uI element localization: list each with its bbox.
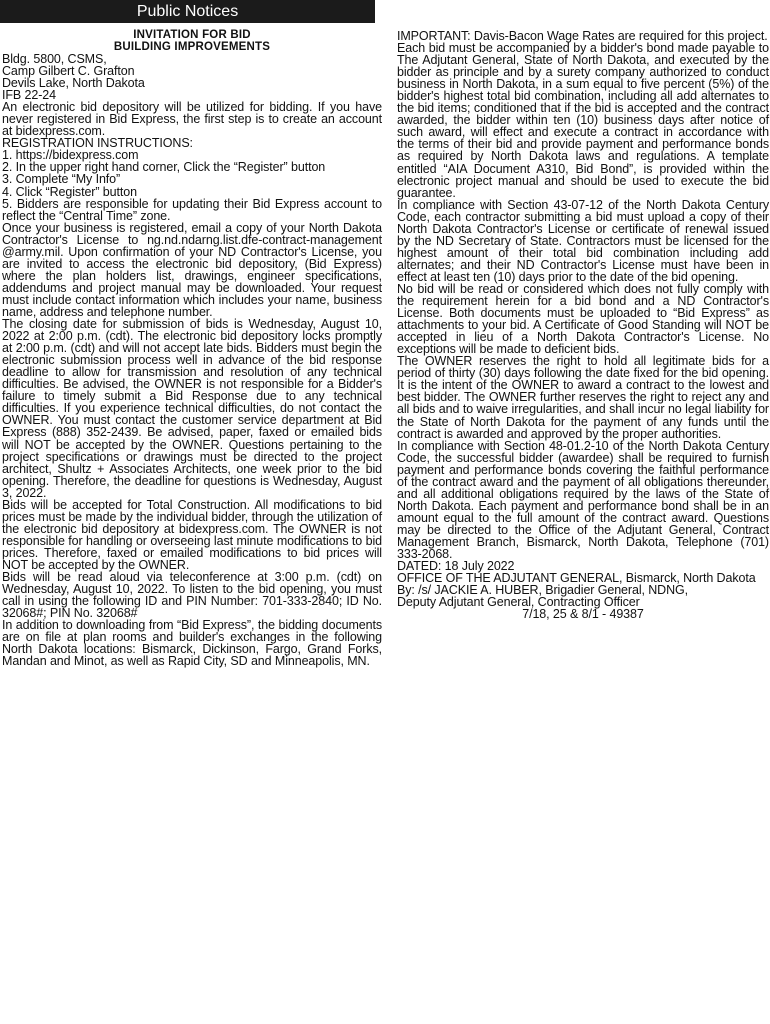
paragraph: Bids will be read aloud via teleconference at 3:00 p.m. (cdt) on Wednesday, August 10, 2022. To listen to the bid opening, you must call in using the following ID and PIN Number: 701-333-2840; ID No. 32068#; PIN No. 32068# (2, 570, 382, 621)
paragraph: An electronic bid depository will be utilized for bidding. If you have never registered in Bid Express, the first step is to create an account at bidexpress.com. (2, 100, 382, 139)
paragraph: 4. Click “Register” button (2, 184, 137, 199)
paragraph: In addition to downloading from “Bid Express”, the bidding documents are on file at plan rooms and builder's exchanges in the following North Dakota locations: Bismarck, Dickinson, Fargo, Grand Forks, Mandan and Minot, as well as Rapid City, SD and Minneapolis, MN. (2, 618, 382, 669)
notice-title: INVITATION FOR BID (133, 29, 251, 41)
paragraph: Bldg. 5800, CSMS, (2, 52, 107, 66)
paragraph: DATED: 18 July 2022 (397, 559, 515, 574)
paragraph: By: /s/ JACKIE A. HUBER, Brigadier General, NDNG, (397, 583, 689, 598)
section-header: Public Notices (0, 0, 375, 23)
paragraph: Once your business is registered, email a copy of your North Dakota Contractor's License to ng.nd.ndarng.list.dfe-contract-management @army.mil. Upon confirmation of your ND Contractor's License, you are invited to access the electronic bid depository, (Bid Express) where the plan holders list, drawings, engineer specifications, addendums and project manual may be downloaded. Your request must include contact information which includes your name, business name, address and telephone number. (2, 220, 382, 319)
paragraph: Deputy Adjutant General, Contracting Officer (397, 595, 640, 610)
paragraph: Devils Lake, North Dakota (2, 76, 145, 91)
paragraph: Each bid must be accompanied by a bidder's bond made payable to The Adjutant General, State of North Dakota, and executed by the bidder as principle and by a surety company authorized to conduct business in North Dakota, in a sum equal to five percent (5%) of the bidder's highest total bid combination, including all add alternates to the bid items; conditioned that if the bid is accepted and the contract awarded, the bidder within ten (10) business days after notice of such award, will effect and execute a contract in accordance with the terms of their bid and provide payment and performance bonds as required by North Dakota laws and regulations. A template entitled “AIA Document A310, Bid Bond”, is provided within the electronic project manual and should be used to execute the bid guarantee. (397, 41, 769, 200)
paragraph: IFB 22-24 (2, 88, 56, 103)
paragraph: The OWNER reserves the right to hold all legitimate bids for a period of thirty (30) days following the date fixed for the bid opening. It is the intent of the OWNER to award a contract to the lowest and best bidder. The OWNER further reserves the right to reject any and all bids and to waive irregularities, and shall incur no legal liability for the State of North Dakota for the payment of any funds until the contract is awarded and approved by the proper authorities. (397, 354, 769, 441)
paragraph: OFFICE OF THE ADJUTANT GENERAL, Bismarck, North Dakota (397, 571, 756, 586)
notice-footer: 7/18, 25 & 8/1 - 49387 (522, 607, 644, 622)
notice-subtitle: BUILDING IMPROVEMENTS (113, 40, 271, 53)
paragraph: 1. https://bidexpress.com (2, 148, 139, 163)
paragraph: No bid will be read or considered which does not fully comply with the requirement herein for a bid bond and a ND Contractor's License. Both documents must be uploaded to “Bid Express” as attachments to your bid. A Certificate of Good Standing will NOT be accepted in lieu of a North Dakota Contractor's License. No exceptions will be made to deficient bids. (397, 281, 769, 357)
paragraph: Bids will be accepted for Total Construction. All modifications to bid prices must be made by the individual bidder, through the utilization of the electronic bid depository at bidexpress.com. The OWNER is not responsible for handling or overseeing last minute modifications to bid prices. Therefore, faxed or emailed modifications to bid prices will NOT be accepted by the OWNER. (2, 497, 382, 572)
paragraph: REGISTRATION INSTRUCTIONS: (2, 136, 193, 151)
paragraph: In compliance with Section 43-07-12 of the North Dakota Century Code, each contractor submitting a bid must upload a copy of their North Dakota Contractor's License or certificate of renewal issued by the ND Secretary of State. Contractors must be licensed for the highest amount of their total bid combination including add alternates; and their ND Contractor's License must have been in effect at least ten (10) days prior to the date of the bid opening. (397, 197, 769, 284)
paragraph: Camp Gilbert C. Grafton (2, 64, 135, 79)
paragraph: 3. Complete “My Info” (2, 172, 121, 187)
paragraph: 5. Bidders are responsible for updating their Bid Express account to reflect the “Central Time” zone. (2, 196, 382, 223)
paragraph: IMPORTANT: Davis-Bacon Wage Rates are required for this project. (397, 29, 768, 43)
paragraph: 2. In the upper right hand corner, Click the “Register” button (2, 160, 326, 175)
right-column (397, 30, 769, 620)
left-column (2, 30, 382, 667)
paragraph: In compliance with Section 48-01.2-10 of the North Dakota Century Code, the successful bidder (awardee) shall be required to furnish payment and performance bonds covering the faithful performance of the contract award and the payment of all obligations thereunder, and all additional obligations required by the laws of the State of North Dakota. Each payment and performance bond shall be in an amount equal to the full amount of the contract award. Questions may be directed to the Office of the Adjutant General, Contract Management Branch, Bismarck, North Dakota, Telephone (701) 333-2068. (397, 438, 769, 562)
paragraph: The closing date for submission of bids is Wednesday, August 10, 2022 at 2:00 p.m. (cdt). The electronic bid depository locks promptly at 2:00 p.m. (cdt) and will not accept late bids. Bidders must begin the electronic submission process well in advance of the bid response deadline to allow for transmission and resolution of any technical difficulties. Be advised, the OWNER is not responsible for a Bidder's failure to timely submit a Bid Response due to any technical difficulties. If you experience technical difficulties, do not contact the OWNER. You must contact the customer service department at Bid Express (888) 352-2439. Be advised, paper, faxed or emailed bids will NOT be accepted by the OWNER. Questions pertaining to the project specifications or drawings must be directed to the project architect, Shultz + Associates Architects, one week prior to the bid opening. Therefore, the deadline for questions is Wednesday, August 3, 2022. (2, 317, 382, 500)
